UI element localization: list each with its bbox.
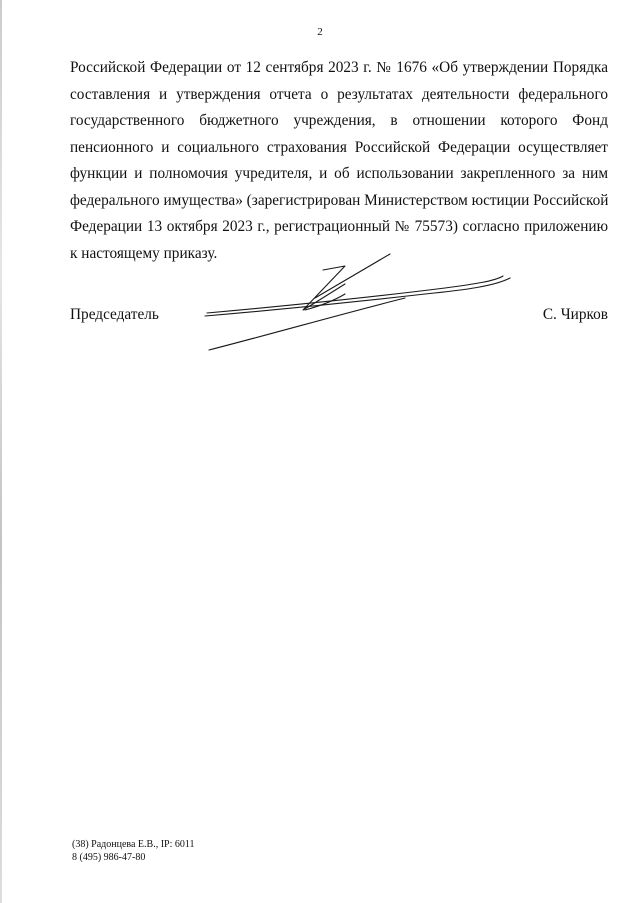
body-line: федерального имущества» (зарегистрирован Министерством юстиции Российской xyxy=(70,191,609,209)
page-number: 2 xyxy=(317,26,323,38)
scan-edge xyxy=(0,0,2,903)
body-line: Федерации 13 октября 2023 г., регистрационный № 75573) согласно приложению xyxy=(70,218,608,235)
body-line: функции и полномочия учредителя, и об использовании закрепленного за ним xyxy=(70,165,608,182)
executor-footer xyxy=(72,838,195,864)
body-line: пенсионного и социального страхования Российской Федерации осуществляет xyxy=(70,138,608,156)
body-line: составления и утверждения отчета о результатах деятельности федерального xyxy=(70,85,608,103)
body-line: государственного бюджетного учреждения, в отношении которого Фонд xyxy=(70,112,608,129)
executor-phone: 8 (495) 986-47-80 xyxy=(72,852,146,863)
body-line: Российской Федерации от 12 сентября 2023 г. № 1676 «Об утверждении Порядка xyxy=(70,59,608,76)
document-body xyxy=(70,55,608,267)
executor-info: (38) Радонцева Е.В., IP: 6011 xyxy=(72,839,195,850)
handwritten-signature xyxy=(195,248,515,358)
signatory-name: С. Чирков xyxy=(542,306,608,323)
signatory-title: Председатель xyxy=(70,306,159,323)
body-line: к настоящему приказу. xyxy=(70,244,218,262)
